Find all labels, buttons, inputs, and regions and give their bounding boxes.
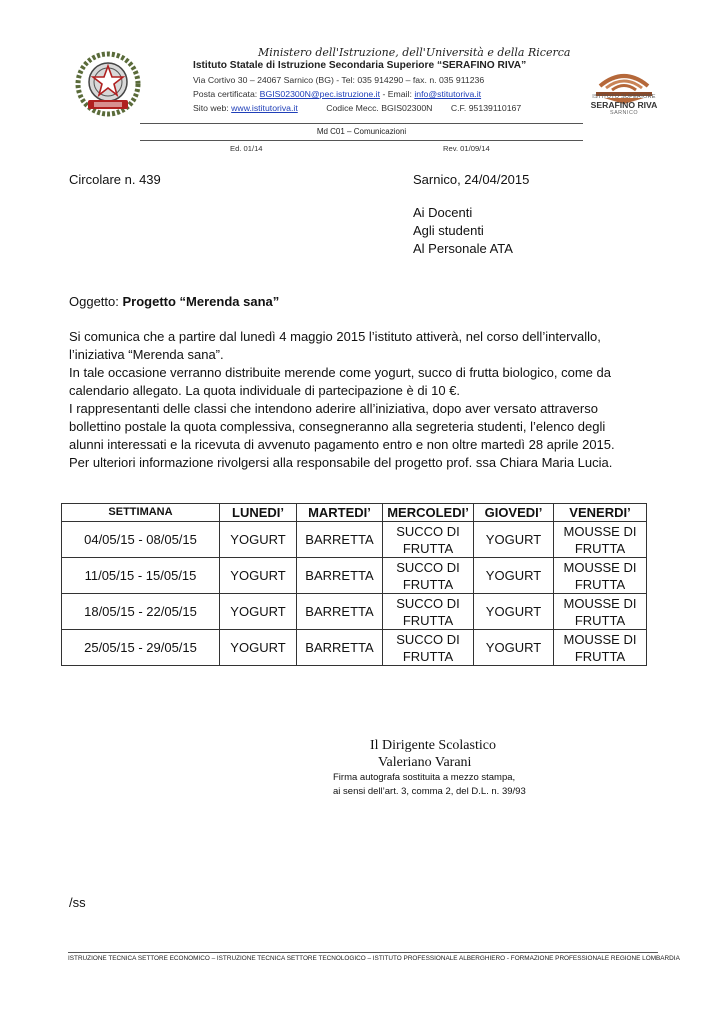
table-cell: SUCCO DI FRUTTA [383,630,474,666]
table-cell: SUCCO DI FRUTTA [383,558,474,594]
table-cell: SUCCO DI FRUTTA [383,522,474,558]
table-cell: MOUSSE DI FRUTTA [554,558,647,594]
web-link[interactable]: www.istitutoriva.it [231,103,298,113]
recipient-teachers: Ai Docenti [413,205,473,220]
header-divider [140,123,583,124]
table-cell: YOGURT [474,522,554,558]
table-row [62,522,647,558]
pec-label: Posta certificata: [193,89,258,99]
table-cell: SUCCO DI FRUTTA [383,594,474,630]
table-cell: YOGURT [220,630,297,666]
snack-calendar-table [61,503,647,666]
table-cell: MOUSSE DI FRUTTA [554,594,647,630]
week-cell: 25/05/15 - 29/05/15 [62,630,220,666]
subject-label: Oggetto: [69,294,123,309]
web-line [193,103,521,113]
table-header-row [62,504,647,522]
body-line: l’iniziativa “Merenda sana”. [69,347,224,362]
edition: Ed. 01/14 [230,144,263,153]
module-code: Md C01 – Comunicazioni [316,127,407,136]
revision: Rev. 01/09/14 [443,144,490,153]
logo-text-line2: SERAFINO RIVA [590,100,658,110]
table-cell: MOUSSE DI FRUTTA [554,630,647,666]
subject-title: Progetto “Merenda sana” [122,294,280,309]
signature-legal-ref: ai sensi dell’art. 3, comma 2, del D.L. n. 39/93 [333,786,526,797]
email-link[interactable]: info@stitutoriva.it [414,89,482,99]
body-line: alunni interessati e la ricevuta di avvenuto pagamento entro e non oltre martedì 28 aprile 2015. [69,437,615,452]
institute-name: Istituto Statale di Istruzione Secondaria Superiore “SERAFINO RIVA” [193,60,527,71]
table-cell: YOGURT [474,558,554,594]
table-cell: BARRETTA [297,522,383,558]
table-row [62,558,647,594]
table-cell: YOGURT [474,630,554,666]
codice-fiscale: C.F. 95139110167 [450,103,522,113]
republic-emblem-icon [74,50,142,118]
week-cell: 18/05/15 - 22/05/15 [62,594,220,630]
table-row [62,594,647,630]
recipient-staff: Al Personale ATA [413,241,513,256]
circular-number: Circolare n. 439 [69,172,161,187]
table-row [62,630,647,666]
table-cell: BARRETTA [297,630,383,666]
place-date: Sarnico, 24/04/2015 [413,172,530,187]
signatory-role: Il Dirigente Scolastico [370,738,496,753]
week-cell: 04/05/15 - 08/05/15 [62,522,220,558]
table-cell: BARRETTA [297,594,383,630]
header-tuesday: MARTEDI’ [297,504,383,522]
subject-line [69,294,279,309]
header-monday: LUNEDI’ [220,504,297,522]
signature-note: Firma autografa sostituita a mezzo stampa, [333,772,516,783]
author-initials: /ss [69,895,86,910]
header-week: SETTIMANA [62,504,220,522]
email-label: - Email: [382,89,412,99]
table-cell: YOGURT [474,594,554,630]
header-divider-2 [140,140,583,141]
table-cell: YOGURT [220,558,297,594]
table-cell: YOGURT [220,522,297,558]
body-line: bollettino postale la quota complessiva, consegneranno alla segreteria studenti, l’elenco degli [69,419,606,434]
table-cell: YOGURT [220,594,297,630]
logo-text-line3: SARNICO [609,110,639,116]
header-thursday: GIOVEDI’ [474,504,554,522]
pec-link[interactable]: BGIS02300N@pec.istruzione.it [259,89,381,99]
header-wednesday: MERCOLEDI’ [383,504,474,522]
header-friday: VENERDI’ [554,504,647,522]
body-line: Per ulteriori informazione rivolgersi alla responsabile del progetto prof. ssa Chiara Maria Lucia. [69,455,613,470]
contact-line [193,89,481,99]
address-line: Via Cortivo 30 – 24067 Sarnico (BG) - Tel: 035 914290 – fax. n. 035 911236 [193,75,485,85]
body-line: In tale occasione verranno distribuite merende come yogurt, succo di frutta biologico, come da [69,365,611,380]
body-line: I rappresentanti delle classi che intendono aderire all’iniziativa, dopo aver versato attraverso [69,401,598,416]
body-line: Si comunica che a partire dal lunedì 4 maggio 2015 l’istituto attiverà, nel corso dell’intervallo, [69,329,601,344]
table-cell: BARRETTA [297,558,383,594]
footer-divider [68,952,658,953]
body-line: calendario allegato. La quota individuale di partecipazione è di 10 €. [69,383,461,398]
logo-text-line1: ISTITUTO SUPERIORE [592,94,656,100]
ministry-name: Ministero dell'Istruzione, dell'Università e della Ricerca [258,46,571,59]
recipient-students: Agli studenti [413,223,484,238]
codice-mecc: Codice Mecc. BGIS02300N [326,103,433,113]
web-label: Sito web: [193,103,229,113]
footer-text: ISTRUZIONE TECNICA SETTORE ECONOMICO – ISTRUZIONE TECNICA SETTORE TECNOLOGICO – ISTITUTO PROFESSIONALE ALBERGHIERO - FORMAZIONE PROFESSIONALE REGIONE LOMBARDIA [68,955,680,962]
signatory-name: Valeriano Varani [378,755,472,770]
week-cell: 11/05/15 - 15/05/15 [62,558,220,594]
table-cell: MOUSSE DI FRUTTA [554,522,647,558]
